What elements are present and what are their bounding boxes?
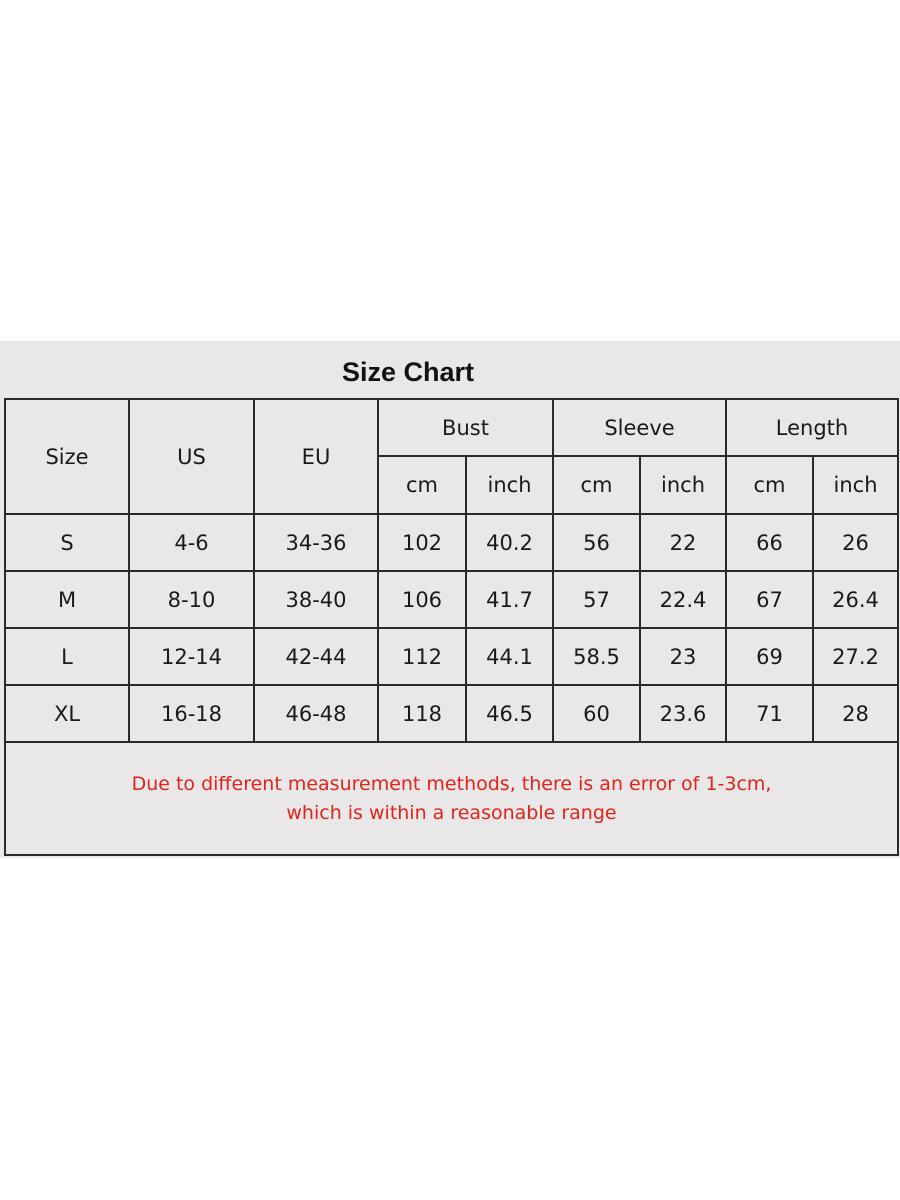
unit-sleeve-cm: cm [553,456,640,514]
header-size: Size [5,399,129,514]
header-length: Length [726,399,898,456]
cell-us: 12-14 [129,628,254,685]
cell-length-cm: 66 [726,514,813,571]
chart-title: Size Chart [341,357,475,387]
cell-length-inch: 26.4 [813,571,898,628]
table-row [5,628,898,685]
note-row [5,742,898,855]
cell-bust-inch: 40.2 [466,514,553,571]
cell-eu: 38-40 [254,571,378,628]
cell-bust-inch: 44.1 [466,628,553,685]
cell-length-inch: 27.2 [813,628,898,685]
header-row [5,399,898,456]
cell-sleeve-inch: 23 [640,628,726,685]
cell-bust-cm: 118 [378,685,466,742]
header-eu: EU [254,399,378,514]
cell-sleeve-cm: 60 [553,685,640,742]
unit-length-inch: inch [813,456,898,514]
cell-sleeve-cm: 58.5 [553,628,640,685]
cell-bust-cm: 102 [378,514,466,571]
table-row [5,514,898,571]
cell-size: XL [5,685,129,742]
note-line-1: Due to different measurement methods, there is an error of 1-3cm, [131,772,772,795]
header-us: US [129,399,254,514]
note-line-2: which is within a reasonable range [286,801,617,824]
cell-length-inch: 28 [813,685,898,742]
table-row [5,571,898,628]
cell-length-cm: 69 [726,628,813,685]
cell-eu: 34-36 [254,514,378,571]
cell-size: L [5,628,129,685]
cell-bust-cm: 106 [378,571,466,628]
cell-sleeve-inch: 22.4 [640,571,726,628]
cell-us: 8-10 [129,571,254,628]
unit-bust-inch: inch [466,456,553,514]
cell-bust-inch: 41.7 [466,571,553,628]
cell-size: S [5,514,129,571]
cell-length-cm: 67 [726,571,813,628]
cell-bust-cm: 112 [378,628,466,685]
unit-length-cm: cm [726,456,813,514]
unit-sleeve-inch: inch [640,456,726,514]
cell-bust-inch: 46.5 [466,685,553,742]
cell-sleeve-cm: 56 [553,514,640,571]
cell-us: 16-18 [129,685,254,742]
size-table [4,398,899,856]
cell-size: M [5,571,129,628]
header-bust: Bust [378,399,553,456]
measurement-note [5,742,898,855]
cell-us: 4-6 [129,514,254,571]
cell-sleeve-inch: 22 [640,514,726,571]
cell-length-inch: 26 [813,514,898,571]
header-sleeve: Sleeve [553,399,726,456]
cell-sleeve-inch: 23.6 [640,685,726,742]
cell-sleeve-cm: 57 [553,571,640,628]
cell-length-cm: 71 [726,685,813,742]
cell-eu: 42-44 [254,628,378,685]
table-row [5,685,898,742]
unit-bust-cm: cm [378,456,466,514]
cell-eu: 46-48 [254,685,378,742]
